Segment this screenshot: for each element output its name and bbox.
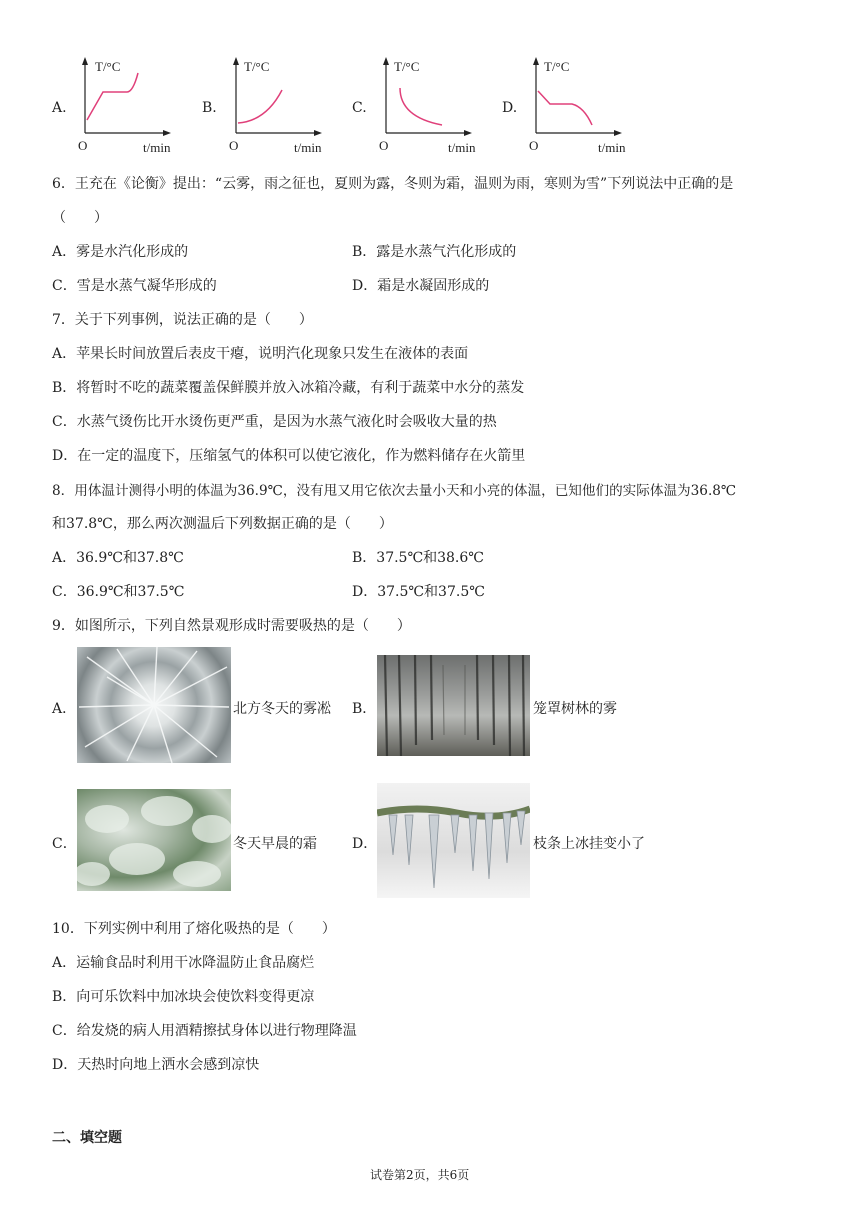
rime-photo [77,647,231,763]
chart-option-c [376,55,486,160]
q9-option-b-caption: 笼罩树林的雾 [533,701,617,717]
q7-option-b: B．将暂时不吃的蔬菜覆盖保鲜膜并放入冰箱冷藏，有利于蔬菜中水分的蒸发 [52,380,525,396]
chart-option-a [75,55,185,160]
origin-label: O [529,138,539,153]
option-c-letter: C. [352,100,367,116]
x-axis-label: t/min [294,140,322,155]
q10-stem: 10．下列实例中利用了熔化吸热的是（ ） [52,921,336,937]
option-b-letter: B. [202,100,217,116]
q6-option-b: B．露是水蒸气汽化形成的 [352,244,517,260]
q10-option-d: D．天热时向地上洒水会感到凉快 [52,1057,260,1073]
origin-label: O [78,138,88,153]
q7-stem: 7．关于下列事例，说法正确的是（ ） [52,312,313,328]
q6-blank: （ ） [52,210,108,226]
icicles-photo [377,783,530,898]
frost-leaves-photo [77,789,231,891]
origin-label: O [229,138,239,153]
origin-label: O [379,138,389,153]
y-axis-label: T/°C [244,59,270,74]
x-axis-label: t/min [448,140,476,155]
option-a-letter: A. [52,100,67,116]
q8-stem-line2: 和37.8℃，那么两次测温后下列数据正确的是（ ） [52,516,393,532]
chart-option-d [526,55,636,160]
q6-option-a: A．雾是水汽化形成的 [52,244,189,260]
chart-option-b [226,55,336,160]
q8-stem-line1: 8．用体温计测得小明的体温为36.9℃，没有甩又用它依次去量小天和小亮的体温，已知他们的实际体温为36.8℃ [52,483,737,499]
q9-option-a-letter: A． [52,701,77,717]
q9-option-d-letter: D． [352,836,378,852]
q6-stem: 6．王充在《论衡》提出：“云雾，雨之征也，夏则为露，冬则为霜，温则为雨，寒则为雪”下列说法中正确的是 [52,176,734,192]
y-axis-label: T/°C [544,59,570,74]
q6-option-c: C．雪是水蒸气凝华形成的 [52,278,217,294]
x-axis-label: t/min [143,140,171,155]
q10-option-a: A．运输食品时利用干冰降温防止食品腐烂 [52,955,315,971]
section-heading: 二、填空题 [52,1130,122,1146]
x-axis-label: t/min [598,140,626,155]
q9-option-c-caption: 冬天早晨的霜 [233,836,317,852]
q7-option-a: A．苹果长时间放置后表皮干瘪，说明汽化现象只发生在液体的表面 [52,346,469,362]
q8-option-a: A．36.9℃和37.8℃ [52,550,184,566]
q10-option-c: C．给发烧的病人用酒精擦拭身体以进行物理降温 [52,1023,357,1039]
y-axis-label: T/°C [95,59,121,74]
fog-forest-photo [377,655,530,756]
q8-option-c: C．36.9℃和37.5℃ [52,584,185,600]
q9-stem: 9．如图所示，下列自然景观形成时需要吸热的是（ ） [52,618,411,634]
q9-option-b-letter: B． [352,701,377,717]
q8-option-d: D．37.5℃和37.5℃ [352,584,485,600]
q9-option-d-caption: 枝条上冰挂变小了 [533,836,645,852]
q9-option-a-caption: 北方冬天的雾凇 [233,701,331,717]
q9-option-c-letter: C． [52,836,77,852]
y-axis-label: T/°C [394,59,420,74]
q7-option-c: C．水蒸气烫伤比开水烫伤更严重，是因为水蒸气液化时会吸收大量的热 [52,414,497,430]
q7-option-d: D．在一定的温度下，压缩氢气的体积可以使它液化，作为燃料储存在火箭里 [52,448,526,464]
page-footer: 试卷第2页，共6页 [370,1168,470,1182]
q10-option-b: B．向可乐饮料中加冰块会使饮料变得更凉 [52,989,315,1005]
q6-option-d: D．霜是水凝固形成的 [352,278,490,294]
option-d-letter: D. [502,100,518,116]
q8-option-b: B．37.5℃和38.6℃ [352,550,484,566]
